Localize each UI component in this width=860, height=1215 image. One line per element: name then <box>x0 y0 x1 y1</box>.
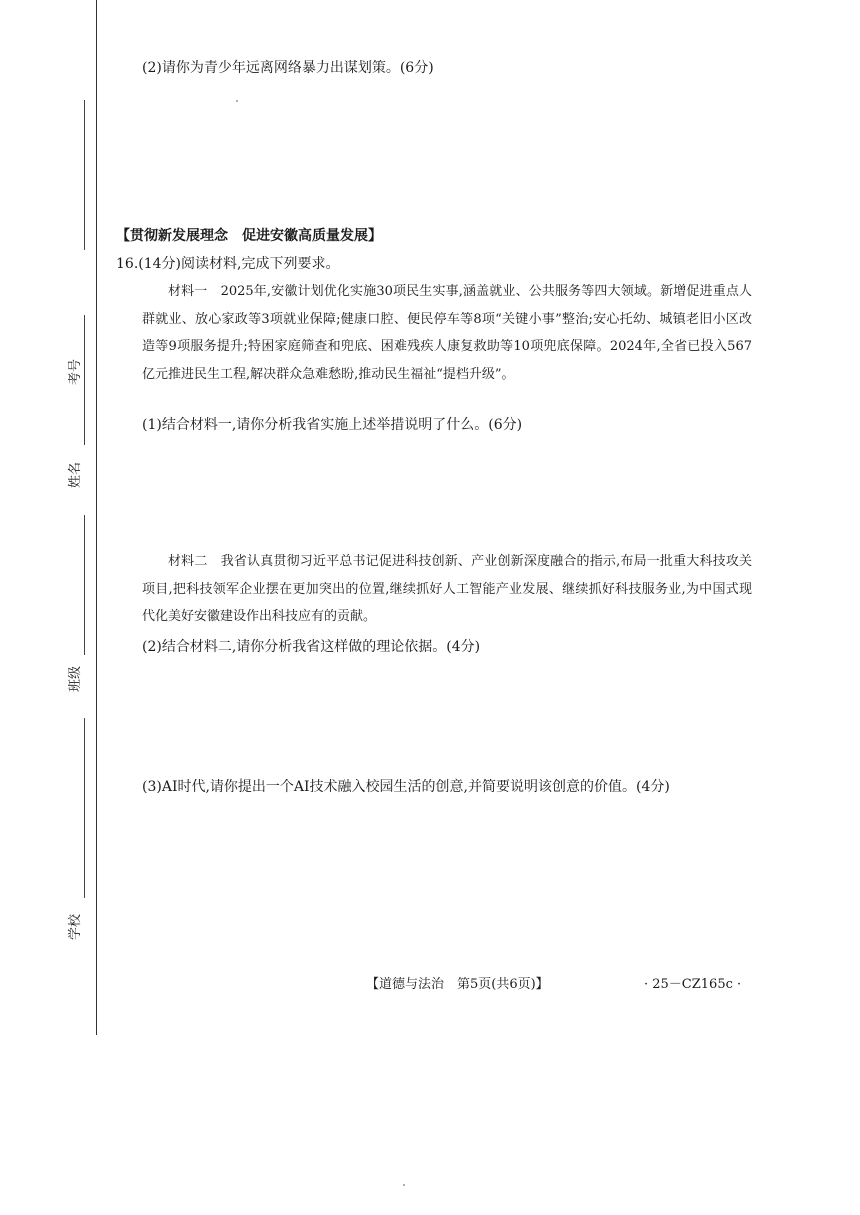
school-rule <box>84 718 85 898</box>
question-16-3: (3)AI时代,请你提出一个AI技术融入校园生活的创意,并简要说明该创意的价值。(4分) <box>142 779 670 795</box>
exam-no-label: 考号 <box>68 359 83 386</box>
school-label: 学校 <box>68 914 83 941</box>
name-label: 姓名 <box>68 462 83 489</box>
footer-subject-page: 【道德与法治 第5页(共6页)】 <box>366 977 549 992</box>
question-16-2: (2)结合材料二,请你分析我省这样做的理论依据。(4分) <box>142 639 481 655</box>
question-15-2: (2)请你为青少年远离网络暴力出谋划策。(6分) <box>142 60 434 76</box>
class-rule <box>84 515 85 655</box>
binding-line <box>96 0 97 1035</box>
footer-code: · 25－CZ165c · <box>644 977 742 992</box>
question-16-1: (1)结合材料一,请你分析我省实施上述举措说明了什么。(6分) <box>142 417 523 433</box>
material-two: 材料二 我省认真贯彻习近平总书记促进科技创新、产业创新深度融合的指示,布局一批重大科技攻关项目,把科技领军企业摆在更加突出的位置,继续抓好人工智能产业发展、继续抓好科技服务业,为中国式现代化美好安徽建设作出科技应有的贡献。 <box>142 554 752 624</box>
class-label: 班级 <box>68 666 83 693</box>
name-rule <box>84 315 85 445</box>
section-title: 【贯彻新发展理念 促进安徽高质量发展】 <box>116 228 382 244</box>
material-one: 材料一 2025年,安徽计划优化实施30项民生实事,涵盖就业、公共服务等四大领域。新增促进重点人群就业、放心家政等3项就业保障;健康口腔、便民停车等8项“关键小事”整治;安心托幼、城镇老旧小区改造等9项服务提升;特困家庭筛查和兜底、困难残疾人康复救助等10项兜底保障。2024年,全省已投入567亿元推进民生工程,解决群众急难愁盼,推动民生福祉“提档升级”。 <box>142 284 752 382</box>
scan-speck <box>236 100 238 102</box>
scan-speck <box>403 1184 405 1186</box>
question-16-stem: 16.(14分)阅读材料,完成下列要求。 <box>116 256 340 272</box>
exam-no-rule <box>84 100 85 250</box>
